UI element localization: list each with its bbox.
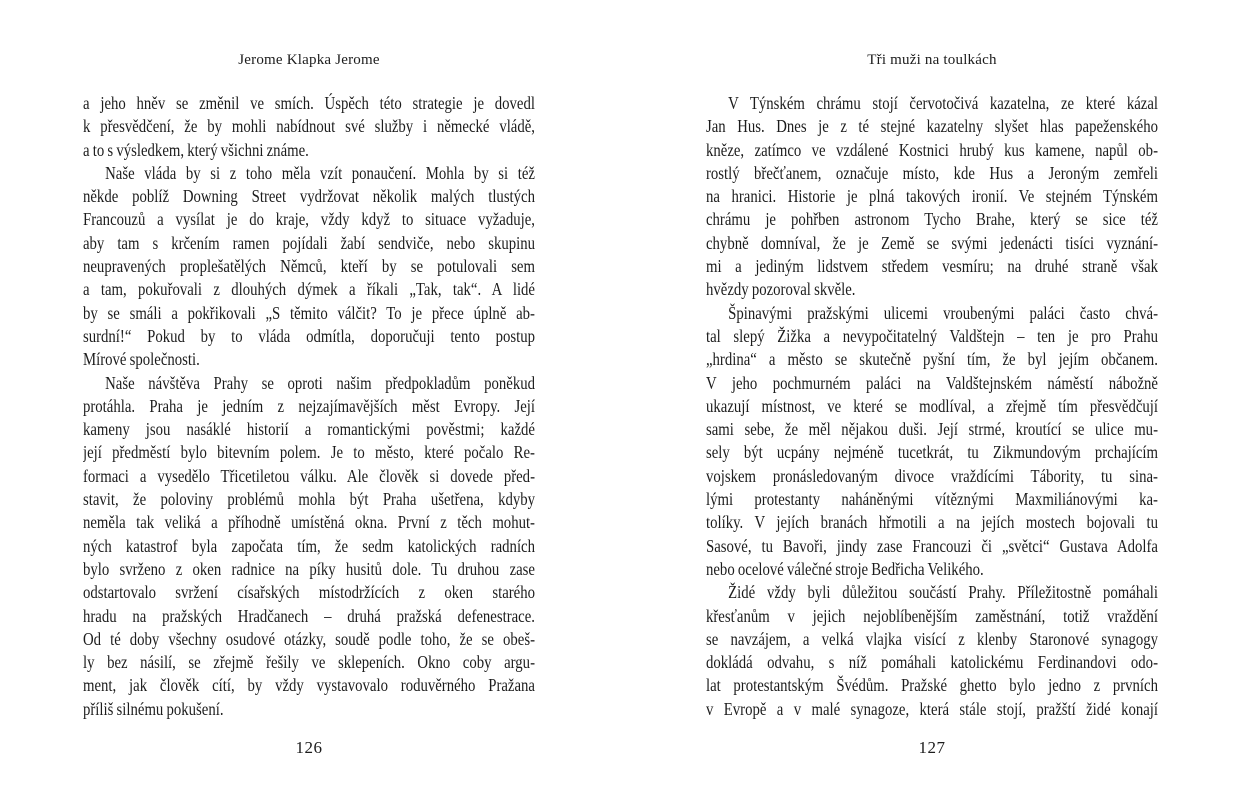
text-line: odstartovalo svržení císařských místodržících z oken starého — [83, 582, 535, 603]
text-line: Mírové společnosti. — [83, 349, 200, 370]
text-line: a to s výsledkem, který všichni známe. — [83, 139, 309, 160]
text-line: stavit, že poloviny problémů mohla být Praha ušetřena, kdyby — [83, 489, 535, 510]
text-line: hvězdy pozoroval skvěle. — [706, 279, 856, 300]
book-page-left — [83, 0, 535, 800]
running-header-author: Jerome Klapka Jerome — [238, 52, 380, 68]
text-line: k přesvědčení, že by mohli nabídnout své služby i německé vládě, — [83, 116, 535, 137]
page-text-left — [83, 92, 535, 721]
text-line: její předměstí bylo bitevním polem. Je to město, které počalo Re- — [83, 442, 535, 463]
text-line: sely být ucpány nejméně tucetkrát, tu Zikmundovým prchajícím — [706, 442, 1158, 463]
text-line: Francouzů a vysílat je do kraje, vždy když to situace vyžaduje, — [83, 209, 535, 230]
text-line: Špinavými pražskými ulicemi vroubenými paláci často chvá- — [728, 302, 1158, 323]
text-line: bylo svrženo z oken radnice na píky husitů dole. Tu druhou zase — [83, 558, 535, 579]
text-line: ných katastrof byla započata tím, že sedm katolických radních — [83, 535, 535, 556]
text-line: Naše vláda by si z toho měla vzít ponaučení. Mohla by si též — [105, 162, 535, 183]
text-line: hradu na pražských Hradčanech – druhá pražská defenestrace. — [83, 605, 535, 626]
paragraph — [706, 92, 1158, 302]
text-line: někde poblíž Downing Street vydržovat několik malých tlustých — [83, 186, 535, 207]
text-line: Jan Hus. Dnes je z té stejné kazatelny slyšet hlas papeženského — [706, 116, 1158, 137]
running-header-title: Tři muži na toulkách — [867, 52, 997, 68]
page-number-left: 126 — [295, 738, 323, 757]
text-line: Od té doby všechny osudové otázky, soudě podle toho, že se obeš- — [83, 628, 535, 649]
text-line: v Evropě a v malé synagoze, která stále stojí, pražští židé konají — [706, 698, 1158, 719]
text-line: Sasové, tu Bavoři, jindy zase Francouzi či „světci“ Gustava Adolfa — [706, 535, 1158, 556]
text-line: V Týnském chrámu stojí červotočivá kazatelna, ze které kázal — [728, 93, 1158, 113]
text-line: nebo ocelové válečné stroje Bedřicha Velikého. — [706, 558, 984, 579]
text-line: se navzájem, a velká vlajka visící z klenby Staronové synagogy — [706, 628, 1158, 649]
text-line: chrámu je pohřben astronom Tycho Brahe, který se sice též — [706, 209, 1158, 230]
text-line: rostlý břečťanem, označuje místo, kde Hus a Jeroným zemřeli — [706, 162, 1158, 183]
text-line: V jeho pochmurném paláci na Valdštejnském náměstí nábožně — [706, 372, 1158, 393]
text-line: by se smáli a pokřikovali „S těmito válčit? To je přece úplně ab- — [83, 302, 535, 323]
paragraph — [83, 92, 535, 162]
text-line: ukazují místnost, ve které se modlíval, a zřejmě tím přesvědčují — [706, 395, 1158, 416]
page-number-right: 127 — [918, 738, 946, 757]
text-line: sami sebe, že měl nějakou duši. Její strmé, kroutící se ulice mu- — [706, 419, 1158, 440]
book-page-right — [706, 0, 1158, 800]
page-text-right — [706, 92, 1158, 721]
text-line: kameny jsou nasáklé historií a romantickými pověstmi; každé — [83, 419, 535, 440]
text-line: a jeho hněv se změnil ve smích. Úspěch této strategie je dovedl — [83, 93, 535, 113]
text-line: tal slepý Žižka a nevypočitatelný Valdštejn – ten je pro Prahu — [706, 325, 1158, 346]
text-line: příliš silnému pokušení. — [83, 698, 224, 719]
text-line: Naše návštěva Prahy se oproti našim předpokladům poněkud — [105, 372, 535, 393]
text-line: kněze, zatímco ve vzdálené Kostnici hrubý kus kamene, napůl ob- — [706, 139, 1158, 160]
text-line: vojskem pronásledovaným divoce vraždícími Tábority, tu sina- — [706, 465, 1158, 486]
paragraph — [706, 302, 1158, 582]
paragraph — [83, 372, 535, 721]
text-line: tolíky. V jejích branách hřmotili a na jejích mostech bojovali tu — [706, 512, 1158, 533]
text-line: křesťanům v jejich nejoblíbenějším zaměstnání, totiž vraždění — [706, 605, 1158, 626]
text-line: chybně domníval, že je Země se svými jedenácti tisíci vyznání- — [706, 232, 1158, 253]
text-line: neměla tak veliká a příhodně umístěná okna. První z těch mohut- — [83, 512, 535, 533]
paragraph — [706, 581, 1158, 721]
text-line: ment, jak člověk cítí, by vždy vystavovalo roduvěrného Pražana — [83, 675, 535, 696]
text-line: aby tam s krčením ramen pojídali žabí sendviče, nebo skupinu — [83, 232, 535, 253]
text-line: protáhla. Praha je jedním z nejzajímavějších měst Evropy. Její — [83, 395, 535, 416]
text-line: Židé vždy byli důležitou součástí Prahy. Příležitostně pomáhali — [728, 582, 1158, 603]
text-line: mi a jediným lidstvem středem vesmíru; na druhé straně však — [706, 256, 1158, 277]
text-line: dokládá odvahu, s níž pomáhali katolickému Ferdinandovi odo- — [706, 652, 1158, 673]
text-line: na hranici. Historie je plná takových ironií. Ve stejném Týnském — [706, 186, 1158, 207]
text-line: ly bez násilí, se zřejmě řešily ve sklepeních. Okno coby argu- — [83, 652, 535, 673]
text-line: lými protestanty naháněnými vítěznými Maxmiliánovými ka- — [706, 489, 1158, 510]
text-line: lat protestantským Švédům. Pražské ghetto bylo jedno z prvních — [706, 675, 1158, 696]
paragraph — [83, 162, 535, 372]
text-line: surdní!“ Pokud by to vláda odmítla, doporučuji tento postup — [83, 325, 535, 346]
text-line: a tam, pokuřovali z dlouhých dýmek a říkali „Tak, tak“. A lidé — [83, 279, 535, 300]
text-line: „hrdina“ a město se skutečně pyšní tím, že byl jejím občanem. — [706, 349, 1158, 370]
text-line: neupravených proplešatělých Němců, kteří by se potulovali sem — [83, 256, 535, 277]
text-line: formaci a vysedělo Třicetiletou válku. Ale člověk si dovede před- — [83, 465, 535, 486]
